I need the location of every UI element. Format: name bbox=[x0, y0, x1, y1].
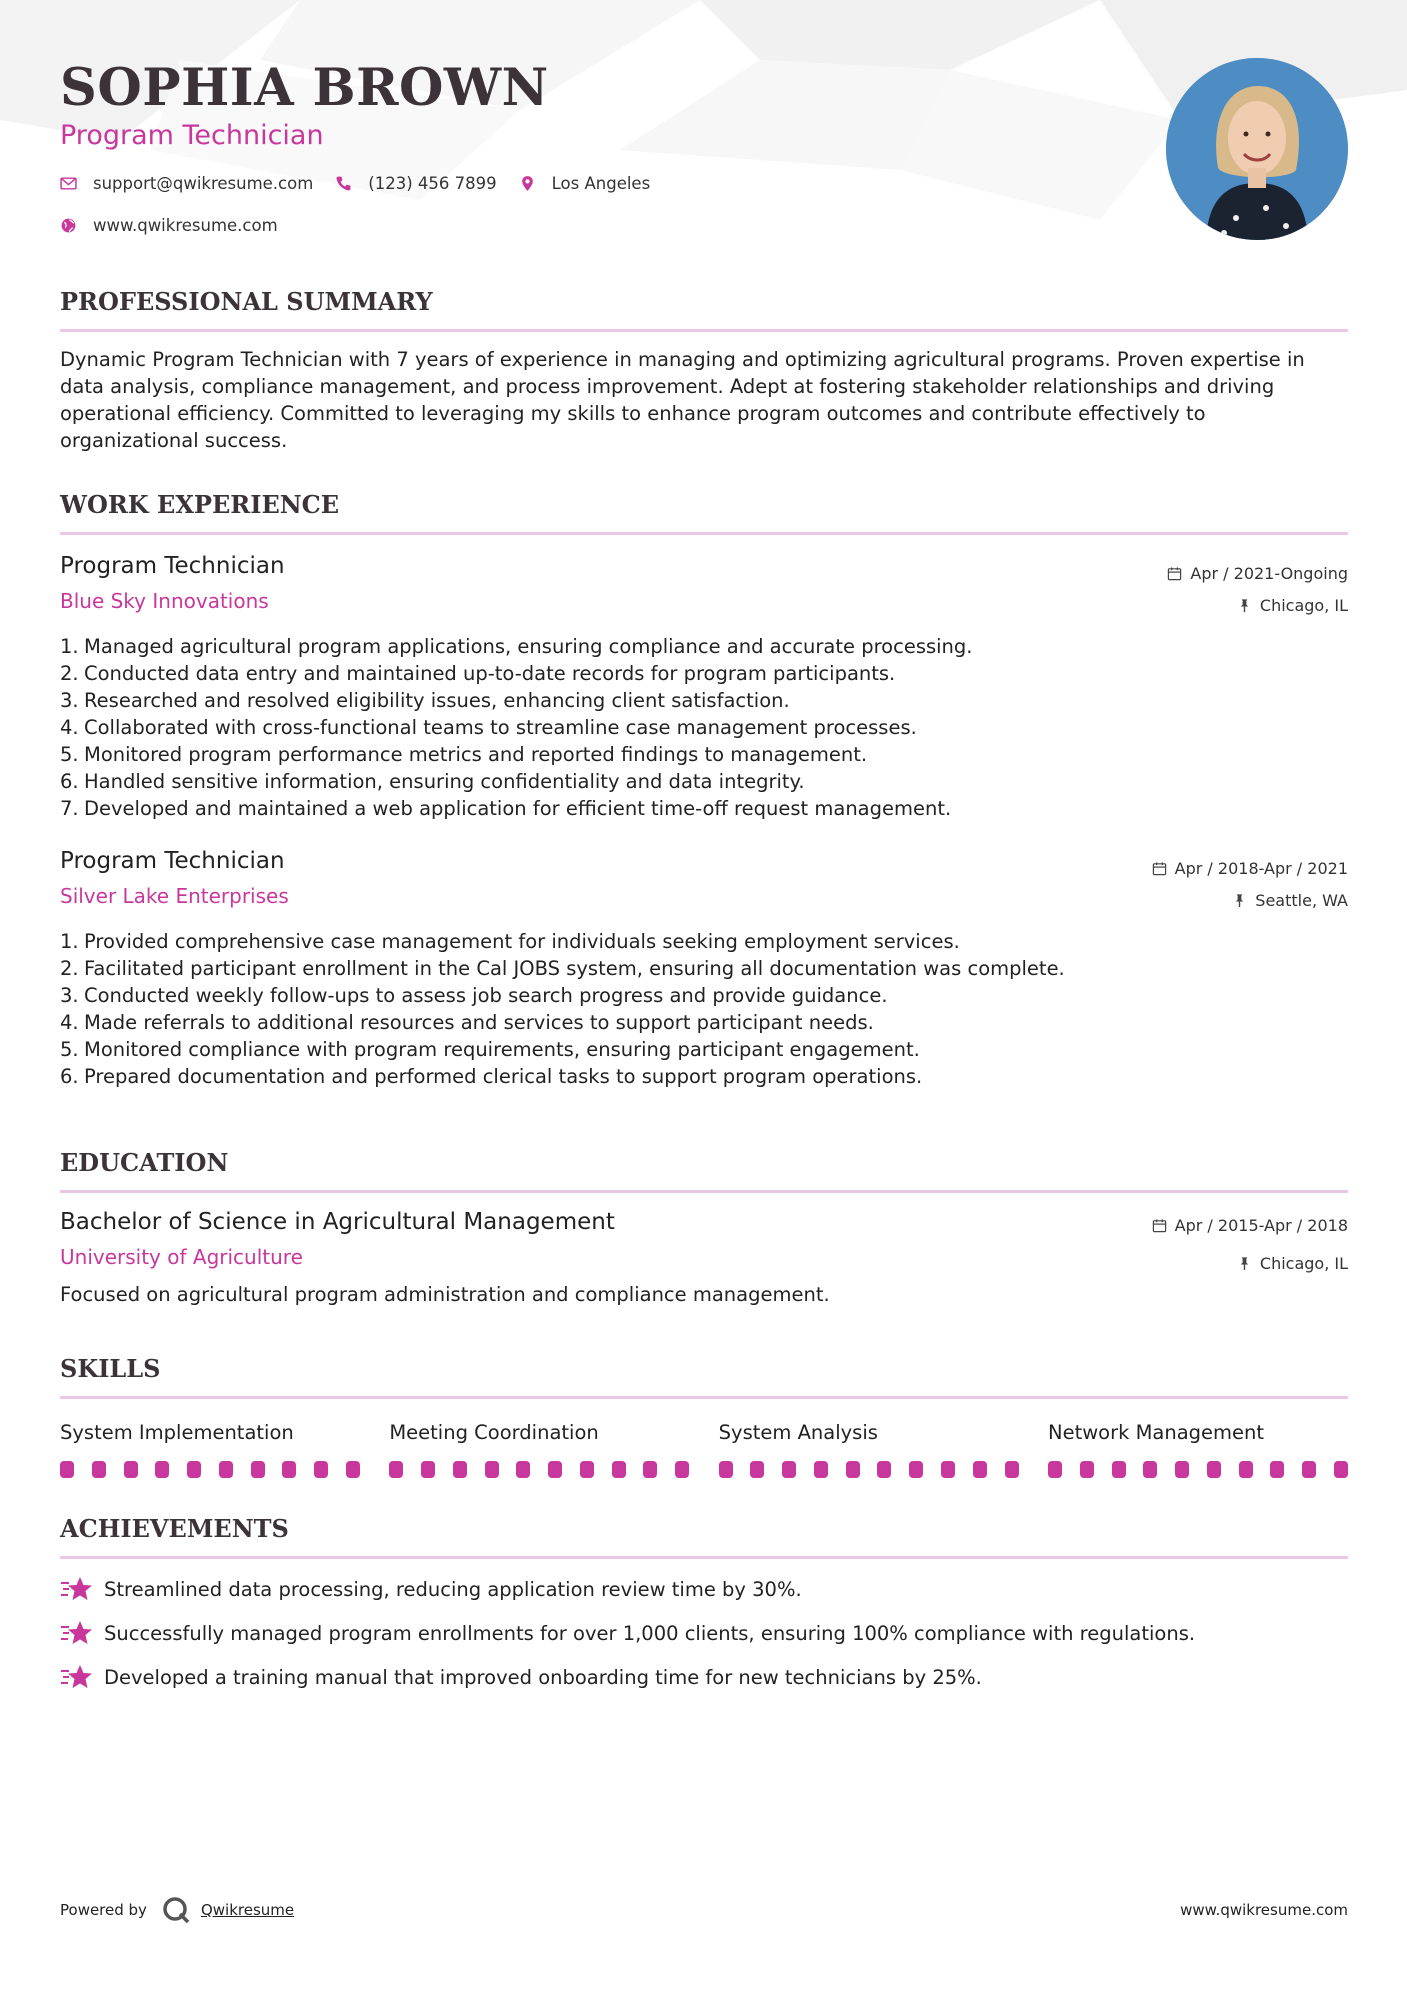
contact-email[interactable] bbox=[60, 174, 313, 193]
candidate-name: SOPHIA BROWN bbox=[60, 58, 549, 118]
star-achievement-icon bbox=[60, 1619, 92, 1647]
section-divider bbox=[60, 1190, 1348, 1193]
candidate-role: Program Technician bbox=[60, 120, 324, 151]
pushpin-icon bbox=[1232, 893, 1247, 908]
website-text: www.qwikresume.com bbox=[93, 215, 278, 235]
skill-rating bbox=[1048, 1461, 1348, 1478]
skill-rating-dot bbox=[1270, 1461, 1284, 1478]
contact-info bbox=[60, 172, 672, 256]
contact-phone[interactable] bbox=[335, 174, 496, 193]
experience-section bbox=[60, 490, 1348, 1090]
achievement-text: Successfully managed program enrollments for over 1,000 clients, ensuring 100% compliance with regulations. bbox=[104, 1621, 1196, 1645]
skill-rating-dot bbox=[1112, 1461, 1126, 1478]
skill-rating-dot bbox=[1005, 1461, 1019, 1478]
education-dates: Apr / 2015-Apr / 2018 bbox=[1152, 1215, 1348, 1235]
skill-item bbox=[60, 1421, 360, 1478]
calendar-icon bbox=[1167, 566, 1182, 581]
school-name: University of Agriculture bbox=[60, 1245, 303, 1269]
summary-heading: PROFESSIONAL SUMMARY bbox=[60, 287, 433, 316]
job-dates: Apr / 2021-Ongoing bbox=[1167, 563, 1348, 583]
list-item: 3. Conducted weekly follow-ups to assess job search progress and provide guidance. bbox=[60, 984, 888, 1007]
achievement-item bbox=[60, 1567, 1348, 1611]
skill-rating-dot bbox=[846, 1461, 860, 1478]
contact-location bbox=[519, 174, 651, 193]
envelope-icon bbox=[60, 175, 77, 192]
achievement-item bbox=[60, 1611, 1348, 1655]
education-section bbox=[60, 1148, 1348, 1308]
education-description: Focused on agricultural program administration and compliance management. bbox=[60, 1283, 830, 1306]
resume-page bbox=[60, 0, 1348, 1699]
skill-rating-dot bbox=[251, 1461, 265, 1478]
achievement-text: Developed a training manual that improved onboarding time for new technicians by 25%. bbox=[104, 1665, 982, 1689]
skill-rating bbox=[719, 1461, 1019, 1478]
skill-rating-dot bbox=[1143, 1461, 1157, 1478]
section-divider bbox=[60, 1556, 1348, 1559]
list-item: 7. Developed and maintained a web application for efficient time-off request management. bbox=[60, 797, 952, 820]
job-title: Program Technician bbox=[60, 848, 285, 874]
list-item: 1. Provided comprehensive case management for individuals seeking employment services. bbox=[60, 930, 960, 953]
skill-rating-dot bbox=[580, 1461, 594, 1478]
skill-rating-dot bbox=[973, 1461, 987, 1478]
map-pin-icon bbox=[519, 175, 536, 192]
skill-rating-dot bbox=[1048, 1461, 1062, 1478]
skill-rating-dot bbox=[155, 1461, 169, 1478]
skill-rating bbox=[60, 1461, 360, 1478]
education-entry bbox=[60, 1209, 1348, 1308]
list-item: 3. Researched and resolved eligibility issues, enhancing client satisfaction. bbox=[60, 689, 790, 712]
skill-rating-dot bbox=[1239, 1461, 1253, 1478]
email-text: support@qwikresume.com bbox=[93, 173, 314, 193]
list-item: 6. Prepared documentation and performed clerical tasks to support program operations. bbox=[60, 1065, 923, 1088]
list-item: 6. Handled sensitive information, ensuring confidentiality and data integrity. bbox=[60, 770, 805, 793]
skill-item bbox=[389, 1421, 689, 1478]
skill-rating-dot bbox=[124, 1461, 138, 1478]
job-bullets bbox=[60, 633, 1348, 822]
summary-text: Dynamic Program Technician with 7 years of experience in managing and optimizing agricultural programs. Proven expertise in data analysis, compliance management, and process improvement. Adept at fostering stakeholder relationships and driving operational efficiency. Committed to leveraging my skills to enhance program outcomes and contribute effectively to organizational success. bbox=[60, 348, 1305, 452]
skill-rating-dot bbox=[421, 1461, 435, 1478]
company-name: Blue Sky Innovations bbox=[60, 589, 269, 613]
skill-rating-dot bbox=[1334, 1461, 1348, 1478]
skill-rating-dot bbox=[909, 1461, 923, 1478]
star-achievement-icon bbox=[60, 1663, 92, 1691]
skill-rating-dot bbox=[219, 1461, 233, 1478]
qwikresume-logo-icon bbox=[161, 1895, 191, 1925]
skill-rating-dot bbox=[187, 1461, 201, 1478]
education-location: Chicago, IL bbox=[1152, 1253, 1348, 1273]
skill-rating-dot bbox=[814, 1461, 828, 1478]
skills-heading: SKILLS bbox=[60, 1354, 161, 1383]
skill-rating-dot bbox=[1302, 1461, 1316, 1478]
pushpin-icon bbox=[1237, 598, 1252, 613]
skill-rating-dot bbox=[453, 1461, 467, 1478]
skill-rating-dot bbox=[60, 1461, 74, 1478]
phone-text: (123) 456 7899 bbox=[368, 173, 497, 193]
skill-rating-dot bbox=[750, 1461, 764, 1478]
skill-rating-dot bbox=[92, 1461, 106, 1478]
brand-link[interactable]: Qwikresume bbox=[200, 1901, 295, 1919]
pushpin-icon bbox=[1237, 1256, 1252, 1271]
page-footer bbox=[60, 1895, 1348, 1925]
achievements-heading: ACHIEVEMENTS bbox=[60, 1514, 289, 1543]
list-item: 2. Conducted data entry and maintained up-to-date records for program participants. bbox=[60, 662, 896, 685]
skill-rating-dot bbox=[282, 1461, 296, 1478]
education-heading: EDUCATION bbox=[60, 1148, 229, 1177]
skill-rating-dot bbox=[485, 1461, 499, 1478]
list-item: 4. Made referrals to additional resources and services to support participant needs. bbox=[60, 1011, 874, 1034]
skills-list bbox=[60, 1421, 1348, 1478]
skill-item bbox=[719, 1421, 1019, 1478]
section-divider bbox=[60, 329, 1348, 332]
job-dates: Apr / 2018-Apr / 2021 bbox=[1152, 858, 1348, 878]
profile-photo bbox=[1166, 58, 1348, 240]
powered-by-label: Powered by bbox=[60, 1901, 147, 1919]
skill-rating-dot bbox=[782, 1461, 796, 1478]
achievements-section bbox=[60, 1514, 1348, 1699]
achievement-text: Streamlined data processing, reducing application review time by 30%. bbox=[104, 1577, 802, 1601]
job-location: Chicago, IL bbox=[1167, 595, 1348, 615]
job-location: Seattle, WA bbox=[1152, 890, 1348, 910]
contact-website[interactable] bbox=[60, 216, 278, 235]
section-divider bbox=[60, 532, 1348, 535]
skill-rating-dot bbox=[719, 1461, 733, 1478]
phone-icon bbox=[335, 175, 352, 192]
skill-name: System Analysis bbox=[718, 1421, 878, 1444]
list-item: 5. Monitored compliance with program requirements, ensuring participant engagement. bbox=[60, 1038, 920, 1061]
globe-icon bbox=[60, 217, 77, 234]
skill-rating-dot bbox=[675, 1461, 689, 1478]
skill-rating bbox=[389, 1461, 689, 1478]
experience-heading: WORK EXPERIENCE bbox=[60, 490, 340, 519]
calendar-icon bbox=[1152, 1218, 1167, 1233]
skill-rating-dot bbox=[941, 1461, 955, 1478]
summary-section bbox=[60, 287, 1348, 454]
list-item: 5. Monitored program performance metrics and reported findings to management. bbox=[60, 743, 868, 766]
section-divider bbox=[60, 1396, 1348, 1399]
achievement-item bbox=[60, 1655, 1348, 1699]
footer-website[interactable]: www.qwikresume.com bbox=[1180, 1901, 1348, 1919]
skill-rating-dot bbox=[548, 1461, 562, 1478]
job-entry bbox=[60, 553, 1348, 822]
calendar-icon bbox=[1152, 861, 1167, 876]
skill-name: Meeting Coordination bbox=[389, 1421, 599, 1444]
skill-rating-dot bbox=[1207, 1461, 1221, 1478]
list-item: 4. Collaborated with cross-functional teams to streamline case management processes. bbox=[60, 716, 917, 739]
skill-rating-dot bbox=[516, 1461, 530, 1478]
location-text: Los Angeles bbox=[551, 173, 651, 193]
resume-header bbox=[60, 0, 1348, 255]
skill-rating-dot bbox=[389, 1461, 403, 1478]
skill-rating-dot bbox=[612, 1461, 626, 1478]
skill-rating-dot bbox=[346, 1461, 360, 1478]
list-item: 2. Facilitated participant enrollment in the Cal JOBS system, ensuring all documentation was complete. bbox=[60, 957, 1065, 980]
company-name: Silver Lake Enterprises bbox=[60, 884, 289, 908]
degree-title: Bachelor of Science in Agricultural Management bbox=[60, 1209, 615, 1235]
skill-rating-dot bbox=[1175, 1461, 1189, 1478]
list-item: 1. Managed agricultural program applications, ensuring compliance and accurate processing. bbox=[60, 635, 973, 658]
skill-name: Network Management bbox=[1047, 1421, 1265, 1444]
job-title: Program Technician bbox=[60, 553, 285, 579]
skill-rating-dot bbox=[1080, 1461, 1094, 1478]
job-bullets bbox=[60, 928, 1348, 1090]
skills-section bbox=[60, 1354, 1348, 1478]
skill-rating-dot bbox=[643, 1461, 657, 1478]
job-entry bbox=[60, 848, 1348, 1090]
skill-rating-dot bbox=[314, 1461, 328, 1478]
skill-rating-dot bbox=[877, 1461, 891, 1478]
skill-item bbox=[1048, 1421, 1348, 1478]
star-achievement-icon bbox=[60, 1575, 92, 1603]
skill-name: System Implementation bbox=[60, 1421, 294, 1444]
